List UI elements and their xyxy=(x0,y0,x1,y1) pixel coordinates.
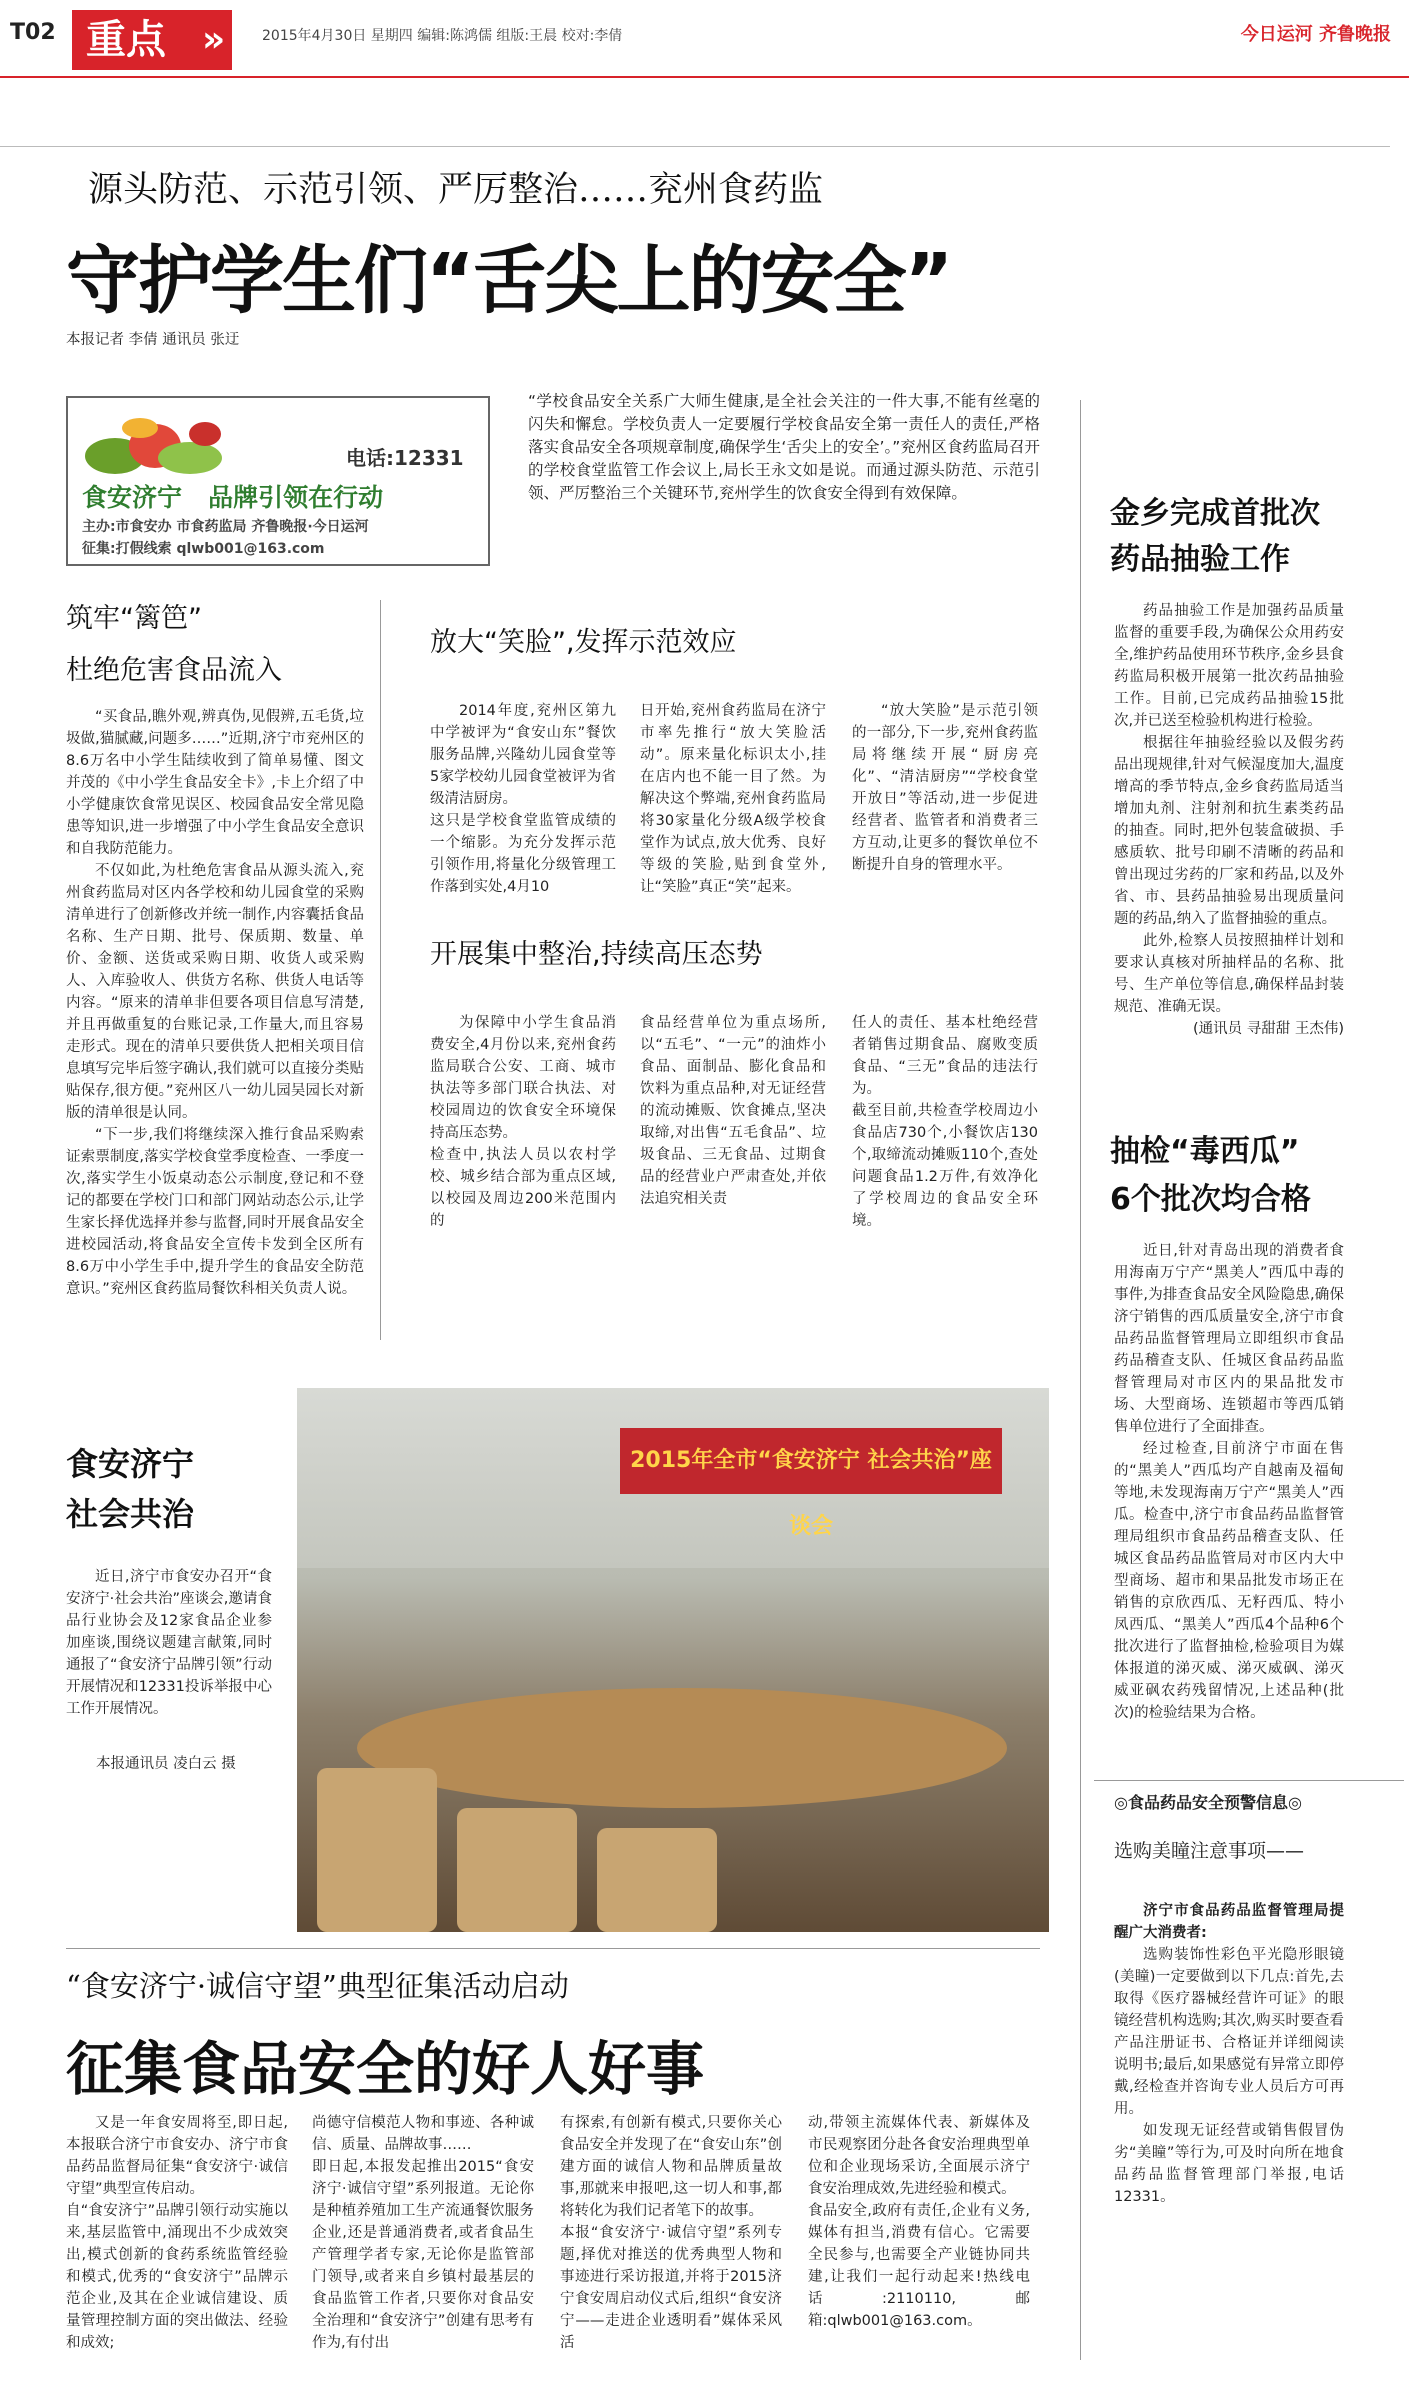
right2-p1: 近日,针对青岛出现的消费者食用海南万宁产“黑美人”西瓜中毒的事件,为排查食品安全风险隐患,确保济宁销售的西瓜质量安全,济宁市食品药品监督管理局立即组织市食品药品稽查支队、任城区食品药品监督管理局对市区内的果品批发市场、大型商场、连锁超市等西瓜销售单位进行了全面排查。 xyxy=(1114,1243,1344,1435)
section1-p1: “买食品,瞧外观,辨真伪,见假辨,五毛货,垃圾做,猫腻藏,问题多……”近期,济宁市兖州区的8.6万名中小学生陆续收到了简单易懂、图文并茂的《中小学生食品安全卡》,卡上介绍了中小学健康饮食常见误区、校园食品安全常见隐患等知识,进一步增强了中小学生食品安全意识和自我防范能力。 xyxy=(66,709,364,857)
column-rule xyxy=(380,600,381,1340)
lead-kicker: 源头防范、示范引领、严厉整治……兖州食药监 xyxy=(88,170,824,210)
section4-body: 近日,济宁市食安办召开“食安济宁·社会共治”座谈会,邀请食品行业协会及12家食品企业参加座谈,围绕议题建言献策,同时通报了“食安济宁品牌引领”行动开展情况和12331投诉举报中心工作开展情况。 xyxy=(66,1569,272,1717)
newspaper-brand: 今日运河 齐鲁晚报 xyxy=(1240,24,1391,45)
bottom-kicker: “食安济宁·诚信守望”典型征集活动启动 xyxy=(66,1969,569,2003)
photo-chair xyxy=(317,1768,437,1932)
bottom-col4: 动,带领主流媒体代表、新媒体及市民观察团分赴各食安治理典型单位和企业现场采访,全面展示济宁食安治理成效,先进经验和模式。 食品安全,政府有责任,企业有义务,媒体有担当,消费有信心。它需要全民参与,也需要全产业链协同共建,让我们一起行动起来!热线电话:2110110,邮箱:qlwb001@163.com。 xyxy=(808,2115,1030,2329)
right3-label: ◎食品药品安全预警信息◎ xyxy=(1114,1793,1302,1812)
right-column-rule xyxy=(1080,400,1081,2360)
section4-head2: 社会共治 xyxy=(66,1495,195,1533)
chevron-right-icon: » xyxy=(202,19,226,60)
right3-head: 选购美瞳注意事项—— xyxy=(1114,1840,1305,1862)
bottom-col2: 尚德守信模范人物和事迹、各种诚信、质量、品牌故事…… 即日起,本报发起推出2015“食安济宁·诚信守望”系列报道。无论你是种植养殖加工生产流通餐饮服务企业,还是普通消费者,或者食品生产管理学者专家,无论你是监管部门领导,或者来自乡镇村最基层的食品监管工作者,只要你对食品安全治理和“食安济宁”创建有思考有作为,有付出 xyxy=(312,2115,534,2351)
right1-p3: 此外,检察人员按照抽样计划和要求认真核对所抽样品的名称、批号、生产单位等信息,确保样品封装规范、准确无误。 xyxy=(1114,933,1344,1015)
page-number: T02 xyxy=(10,20,56,45)
right3-lead: 济宁市食品药品监督管理局提醒广大消费者: xyxy=(1114,1903,1344,1941)
right3-p2: 如发现无证经营或销售假冒伪劣“美瞳”等行为,可及时向所在地食品药品监督管理部门举报,电话12331。 xyxy=(1114,2123,1344,2205)
lead-byline: 本报记者 李倩 通讯员 张迂 xyxy=(66,332,240,348)
section3-col3: 任人的责任、基本杜绝经营者销售过期食品、腐败变质食品、“三无”食品的违法行为。 截至目前,共检查学校周边小食品店730个,小餐饮店130个,取缔流动摊贩110个,查处问题食品1.2万件,有效净化了学校周边的食品安全环境。 xyxy=(852,1015,1038,1229)
banner-contact: 征集:打假线索 qlwb001@163.com xyxy=(82,541,325,557)
section1-p2: 不仅如此,为杜绝危害食品从源头流入,兖州食药监局对区内各学校和幼儿园食堂的采购清单进行了创新修改并统一制作,内容囊括食品名称、生产日期、批号、保质期、数量、单价、金额、送货或采购日期、收货人或采购人、入库验收人、供货方名称、供货人电话等内容。“原来的清单非但要各项目信息写清楚,并且再做重复的台账记录,工作量大,而且容易走形式。现在的清单只要供货人把相关项目信息填写完毕后签字确认,我们就可以直接分类贴贴保存,很方便。”兖州区八一幼儿园吴园长对新版的清单很是认同。 xyxy=(66,863,364,1121)
section-label: 重点 xyxy=(86,17,166,63)
bottom-col1: 又是一年食安周将至,即日起,本报联合济宁市食安办、济宁市食品药品监督局征集“食安济宁·诚信守望”典型宣传启动。 自“食安济宁”品牌引领行动实施以来,基层监管中,涌现出不少成效突出,模式创新的食药系统监管经验和模式,优秀的“食安济宁”品牌示范企业,及其在企业诚信建设、质量管理控制方面的突出做法、经验和成效; xyxy=(66,2115,288,2351)
right1-head1: 金乡完成首批次 xyxy=(1110,496,1320,531)
banner-slogan: 食安济宁 品牌引领在行动 xyxy=(82,483,384,512)
section2-col3: “放大笑脸”是示范引领的一部分,下一步,兖州食药监局将继续开展“厨房亮化”、“清洁厨房”“学校食堂开放日”等活动,进一步促进经营者、监管者和消费者三方互动,让更多的餐饮单位不断提升自身的管理水平。 xyxy=(852,703,1038,873)
right3-p1: 选购装饰性彩色平光隐形眼镜(美瞳)一定要做到以下几点:首先,去取得《医疗器械经营许可证》的眼镜经营机构选购;其次,购买时要查看产品注册证书、合格证并详细阅读说明书;最后,如果感觉有异常立即停戴,经检查并咨询专业人员后方可再用。 xyxy=(1114,1947,1344,2117)
section1-p3: “下一步,我们将继续深入推行食品采购索证索票制度,落实学校食堂季度检查、一季度一次,落实学生小饭桌动态公示制度,登记和不登记的都要在学校门口和部门网站动态公示,让学生家长择优选择并参与监督,同时开展食品安全进校园活动,将食品安全宣传卡发到全区所有8.6万中小学生手中,提升学生的食品安全防范意识。”兖州区食药监局餐饮科相关负责人说。 xyxy=(66,1127,364,1297)
section4-head1: 食安济宁 xyxy=(66,1445,195,1483)
banner-organizers: 主办:市食安办 市食药监局 齐鲁晚报·今日运河 xyxy=(82,519,369,535)
header-rule-thin xyxy=(0,146,1390,147)
right1-p2: 根据往年抽验经验以及假劣药品出现规律,针对气候湿度加大,温度增高的季节特点,金乡食药监局适当增加丸剂、注射剂和抗生素类药品的抽查。同时,把外包装盒破损、手感质软、批号印刷不清晰的药品和曾出现过劣药的厂家和药品,以及外省、市、县药品抽验易出现质量问题的药品,纳入了监督抽验的重点。 xyxy=(1114,735,1344,927)
section1-head1: 筑牢“篱笆” xyxy=(66,603,202,634)
section2-col1: 2014年度,兖州区第九中学被评为“食安山东”餐饮服务品牌,兴隆幼儿园食堂等5家学校幼儿园食堂被评为省级清洁厨房。 这只是学校食堂监管成绩的一个缩影。为充分发挥示范引领作用,将量化分级管理工作落到实处,4月10 xyxy=(430,703,616,895)
right2-head2: 6个批次均合格 xyxy=(1110,1182,1311,1217)
photo-chair xyxy=(597,1828,717,1932)
photo-meeting-banner: 2015年全市“食安济宁 社会共治”座谈会 xyxy=(620,1428,1002,1494)
section3-head: 开展集中整治,持续高压态势 xyxy=(430,939,763,970)
bottom-col3: 有探索,有创新有模式,只要你关心食品安全并发现了在“食安山东”创建方面的诚信人物和品牌质量故事,那就来申报吧,这一切人和事,都将转化为我们记者笔下的故事。 本报“食安济宁·诚信守望”系列专题,择优对推送的优秀典型人物和事迹进行采访报道,并将于2015济宁食安周启动仪式后,组织“食安济宁——走进企业透明看”媒体采风活 xyxy=(560,2115,782,2351)
section1-head2: 杜绝危害食品流入 xyxy=(66,655,282,686)
lead-intro: “学校食品安全关系广大师生健康,是全社会关注的一件大事,不能有丝毫的闪失和懈怠。学校负责人一定要履行学校食品安全第一责任人的责任,严格落实食品安全各项规章制度,确保学生‘舌尖上的安全’。”兖州区食药监局召开的学校食堂监管工作会议上,局长王永文如是说。而通过源头防范、示范引领、严厉整治三个关键环节,兖州学生的饮食安全得到有效保障。 xyxy=(528,392,1040,502)
right2-body xyxy=(1114,1240,1344,1724)
campaign-banner xyxy=(66,396,490,566)
section4-byline: 本报通讯员 凌白云 摄 xyxy=(96,1756,236,1772)
right3-body xyxy=(1114,1900,1344,2208)
section3-col2: 食品经营单位为重点场所,以“五毛”、“一元”的油炸小食品、面制品、膨化食品和饮料为重点品种,对无证经营的流动摊贩、饮食摊点,坚决取缔,对出售“五毛食品”、垃圾食品、三无食品、过期食品的经营业户严肃查处,并依法追究相关责 xyxy=(640,1015,826,1207)
right2-p2: 经过检查,目前济宁市面在售的“黑美人”西瓜均产自越南及福甸等地,未发现海南万宁产“黑美人”西瓜。检查中,济宁市食品药品监督管理局组织市食品药品稽查支队、任城区食品药品监管局对市区内大中型商场、超市和果品批发市场正在销售的京欣西瓜、无籽西瓜、特小凤西瓜、“黑美人”西瓜4个品种6个批次进行了监督抽检,检验项目为媒体报道的涕灭威、涕灭威砜、涕灭威亚砜农药残留情况,上述品种(批次)的检验结果为合格。 xyxy=(1114,1441,1344,1721)
banner-phone: 电话:12331 xyxy=(346,446,464,470)
right1-byline: (通讯员 寻甜甜 王杰伟) xyxy=(1192,1021,1344,1037)
photo-table xyxy=(357,1688,1007,1808)
vegetables-illustration xyxy=(80,406,230,484)
section1-body xyxy=(66,706,364,1300)
right1-body xyxy=(1114,600,1344,1040)
section2-head: 放大“笑脸”,发挥示范效应 xyxy=(430,627,737,658)
bottom-title: 征集食品安全的好人好事 xyxy=(66,2035,705,2103)
header-rule xyxy=(0,76,1409,78)
right1-p1: 药品抽验工作是加强药品质量监督的重要手段,为确保公众用药安全,维护药品使用环节秩序,金乡县食药监局积极开展第一批次药品抽验工作。目前,已完成药品抽验15批次,并已送至检验机构进行检验。 xyxy=(1114,603,1344,729)
issue-meta: 2015年4月30日 星期四 编辑:陈鸿儒 组版:王晨 校对:李倩 xyxy=(262,28,623,44)
right1-head2: 药品抽验工作 xyxy=(1110,542,1290,577)
lead-title: 守护学生们“舌尖上的安全” xyxy=(66,238,952,324)
section3-col1: 为保障中小学生食品消费安全,4月份以来,兖州食药监局联合公安、工商、城市执法等多部门联合执法、对校园周边的饮食安全环境保持高压态势。 检查中,执法人员以农村学校、城乡结合部为重点区域,以校园及周边200米范围内的 xyxy=(430,1015,616,1229)
section-tag xyxy=(72,10,232,70)
right2-head1: 抽检“毒西瓜” xyxy=(1110,1134,1300,1169)
photo-chair xyxy=(457,1808,577,1932)
bottom-rule xyxy=(66,1948,1040,1949)
section2-col2: 日开始,兖州食药监局在济宁市率先推行“放大笑脸活动”。原来量化标识太小,挂在店内也不能一目了然。为解决这个弊端,兖州食药监局将30家量化分级A级学校食堂作为试点,放大优秀、良好等级的笑脸,贴到食堂外,让“笑脸”真正“笑”起来。 xyxy=(640,703,826,895)
right3-rule xyxy=(1094,1780,1404,1781)
